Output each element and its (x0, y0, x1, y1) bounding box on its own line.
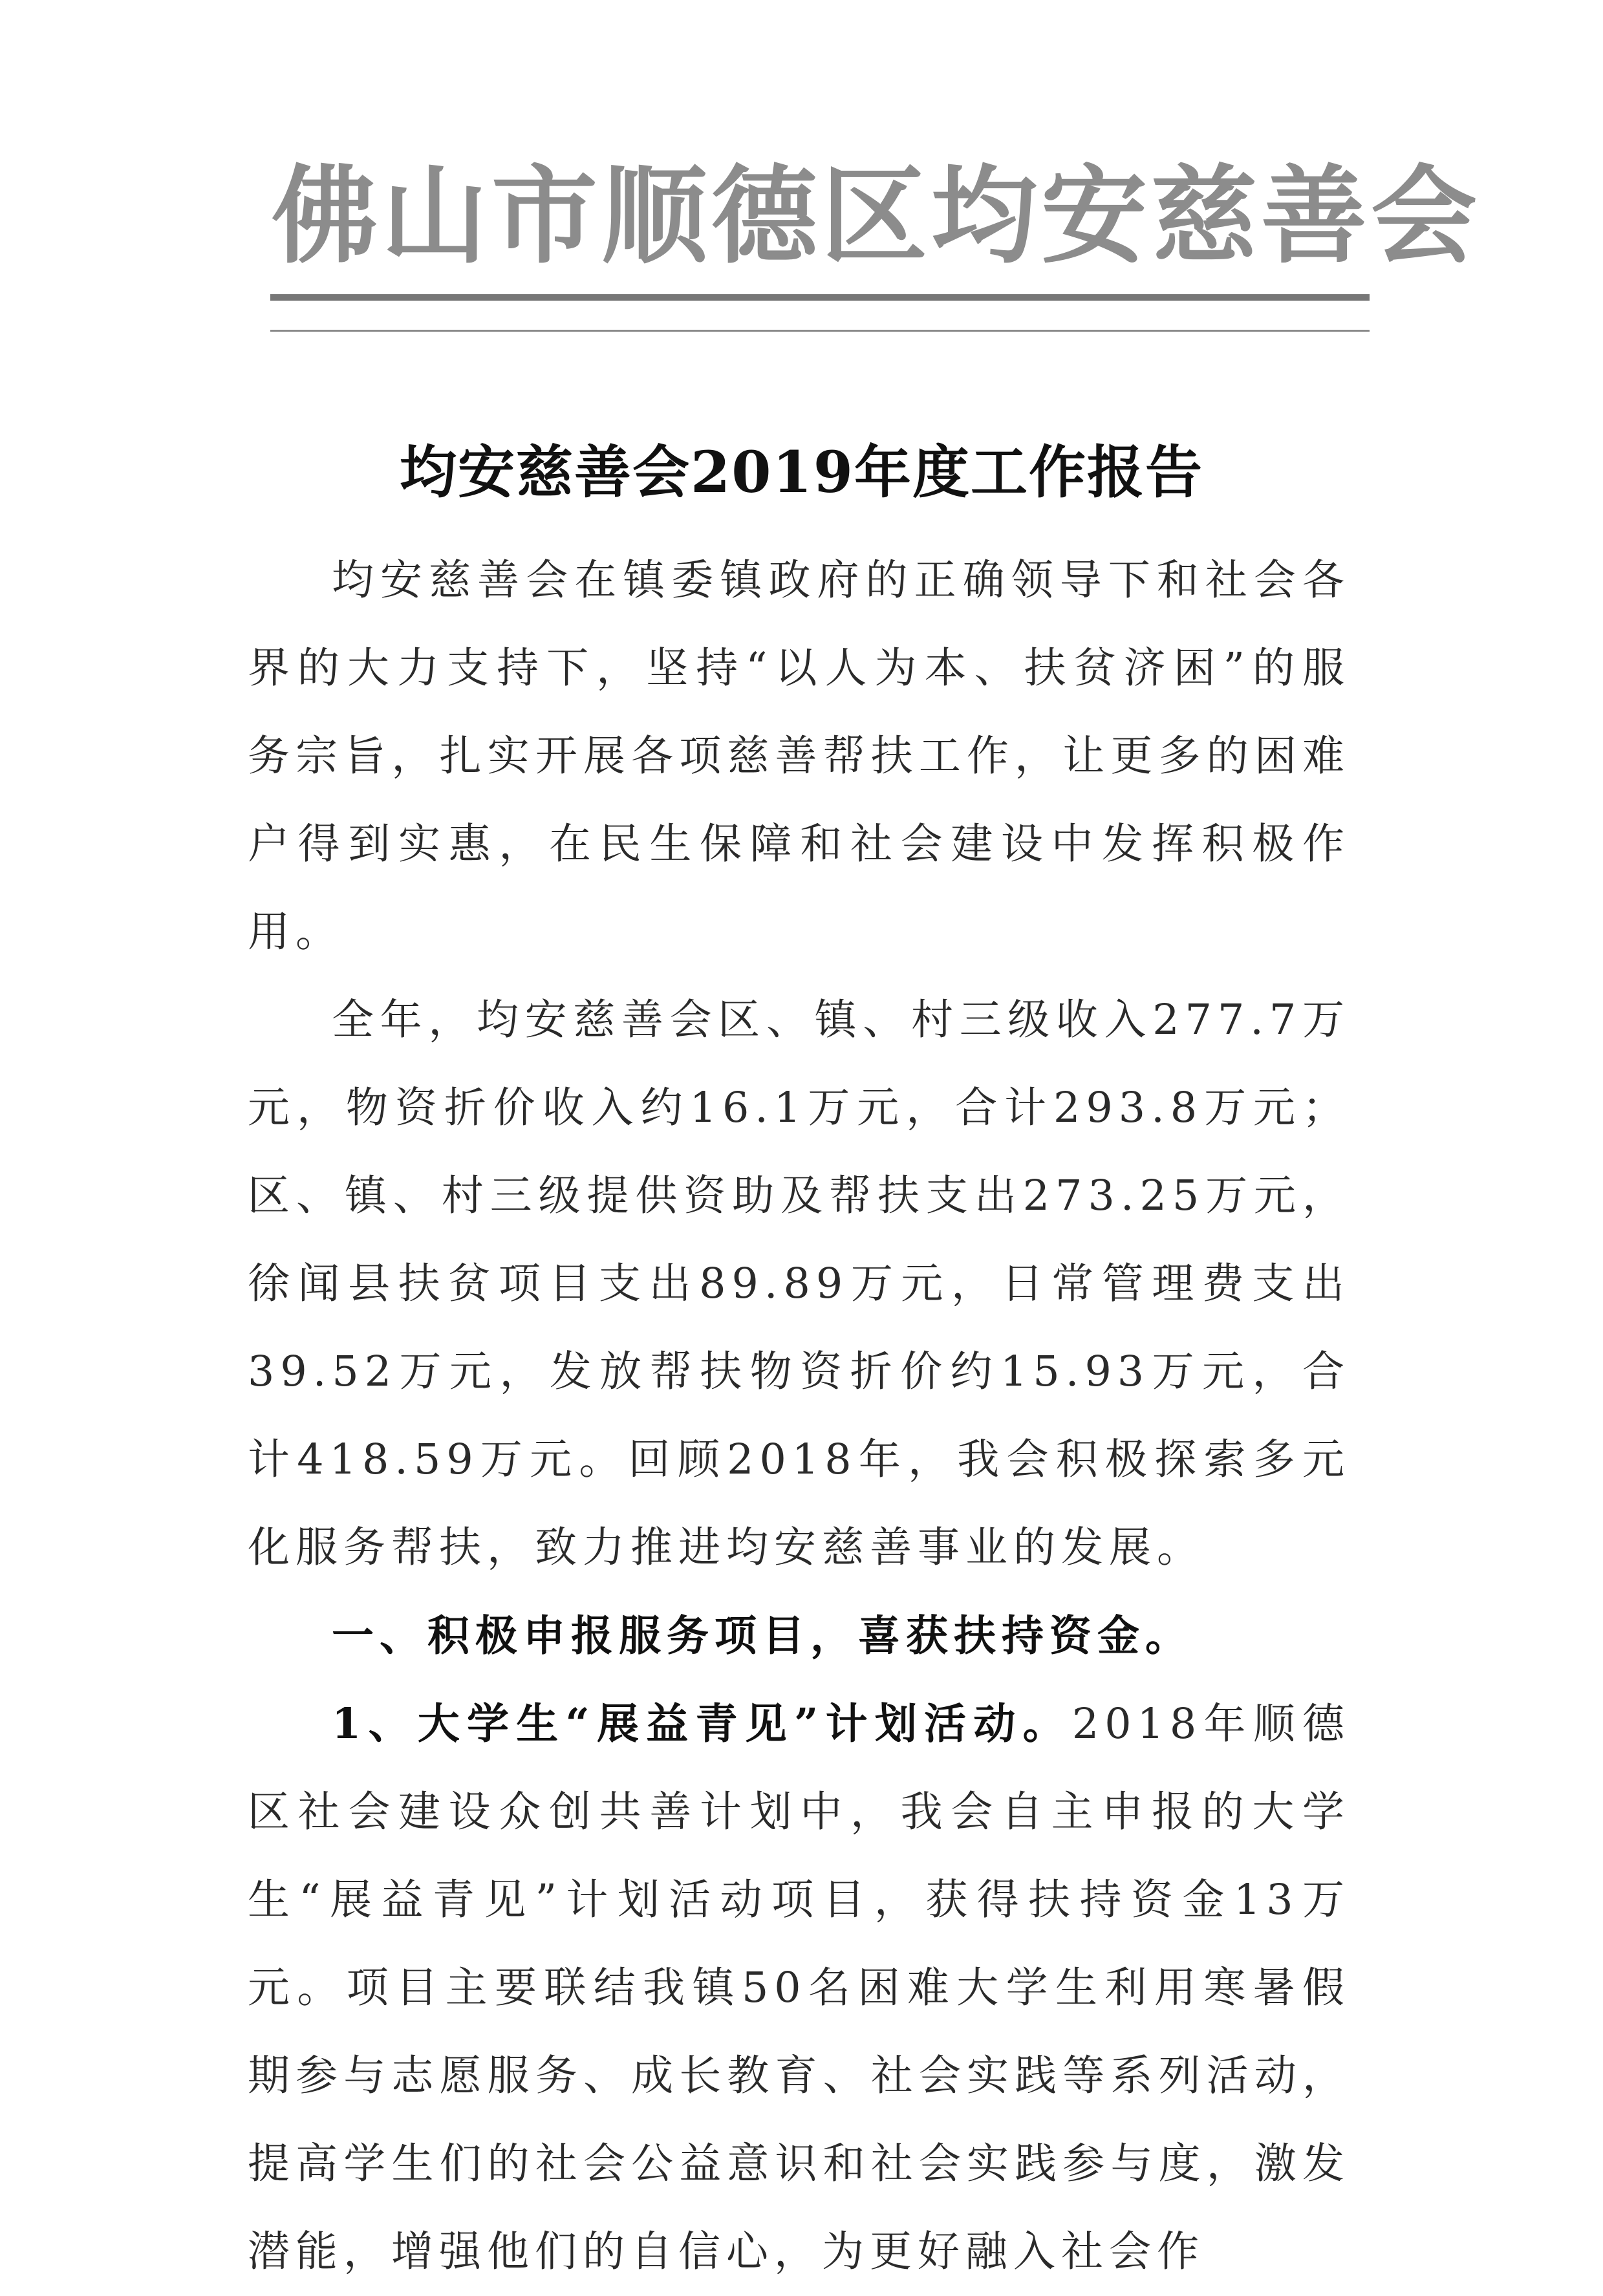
paragraph-intro: 均安慈善会在镇委镇政府的正确领导下和社会各界的大力支持下，坚持“以人为本、扶贫济困”的服务宗旨，扎实开展各项慈善帮扶工作，让更多的困难户得到实惠，在民生保障和社会建设中发挥积极作用。 (248, 556, 1350, 956)
letterhead-org-name: 佛山市顺德区均安慈善会 (272, 155, 1481, 278)
letterhead-divider-thin (270, 330, 1370, 332)
document-body (248, 537, 1350, 2296)
letterhead-divider-thick (270, 294, 1370, 301)
document-title: 均安慈善会2019年度工作报告 (400, 438, 1203, 506)
item-1-body: 2018年顺德区社会建设众创共善计划中，我会自主申报的大学生“展益青见”计划活动项目，获得扶持资金13万元。项目主要联结我镇50名困难大学生利用寒暑假期参与志愿服务、成长教育、社会实践等系列活动，提高学生们的社会公益意识和社会实践参与度，激发潜能，增强他们的自信心，为更好融入社会作 (248, 1700, 1350, 2276)
item-1-lead: 1、大学生“展益青见”计划活动。 (332, 1699, 1072, 1748)
section-heading-1: 一、积极申报服务项目，喜获扶持资金。 (332, 1611, 1194, 1660)
paragraph-finances: 全年，均安慈善会区、镇、村三级收入277.7万元，物资折价收入约16.1万元，合计293.8万元；区、镇、村三级提供资助及帮扶支出273.25万元，徐闻县扶贫项目支出89.89万元，日常管理费支出39.52万元，发放帮扶物资折价约15.93万元，合计418.59万元。回顾2018年，我会积极探索多元化服务帮扶，致力推进均安慈善事业的发展。 (248, 996, 1350, 1572)
paragraph-item-1 (248, 1680, 1350, 2296)
